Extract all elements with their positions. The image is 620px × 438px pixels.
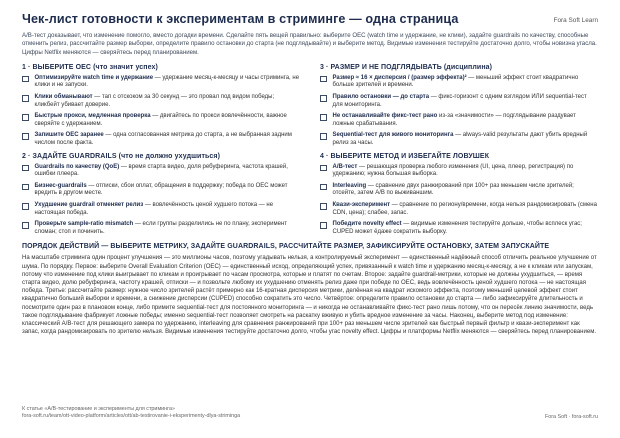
checkbox[interactable] [320, 184, 327, 191]
item-text [333, 113, 599, 128]
item-title: Клики обманывают [34, 94, 93, 101]
checklist-item [320, 132, 598, 147]
item-title: Размер ≈ 16 × дисперсия / (размер эффекта)² [332, 74, 467, 81]
item-text [35, 113, 301, 128]
footer-article-url[interactable]: fora-soft.ru/team/ott-video-platform/articles/ott/ab-testirovanie-i-eksperimenty-dlya-strimingа [22, 413, 241, 420]
item-description: — видимые изменения тестируйте дольше, чтобы всплеск угас; CUPED может ёдаже сократить выборку. [332, 221, 582, 235]
checklist-section [320, 153, 598, 237]
checkbox[interactable] [22, 222, 29, 229]
item-text [35, 221, 301, 236]
section-heading: 2 · ЗАДАЙТЕ GUARDRAILS (что не должно ухудшиться) [22, 152, 221, 160]
checklist-section [320, 64, 598, 148]
checklist-item [22, 221, 300, 236]
item-text [333, 221, 599, 236]
checklist-item [22, 94, 300, 109]
item-description: — сравнение двух ранжирований при 100+ раз меньшем числе зрителей; отсейте, затем A/B по выживаншим. [332, 182, 574, 197]
item-text [333, 75, 599, 90]
item-description: — отписки, сбои оплат, обращения в поддержку; победа по OEC может вредить в другом месте. [34, 182, 288, 197]
item-description: — двигайтесь по прокси вовлечённости, важное сверяйте с удержанием. [34, 113, 287, 127]
item-description: — сравнение по региону/времени, когда нельзя рандомизировать (смена CDN, цена); слабее, запас. [332, 202, 597, 216]
item-title: Запишите OEC заранее [34, 132, 104, 139]
section-heading: 3 · РАЗМЕР И НЕ ПОДГЛЯДЫВАТЬ (дисциплина) [320, 63, 493, 71]
checklist-item [320, 75, 598, 90]
checkbox[interactable] [320, 222, 327, 229]
item-text [35, 202, 301, 217]
checkbox[interactable] [22, 133, 29, 140]
checkbox[interactable] [320, 203, 327, 210]
checklist-page [22, 12, 598, 336]
checkbox[interactable] [320, 133, 327, 140]
section-heading: 1 · ВЫБЕРИТЕ OEC (что значит успех) [22, 63, 158, 71]
procedure-heading: ПОРЯДОК ДЕЙСТВИЙ — ВЫБЕРИТЕ МЕТРИКУ, ЗАДАЙТЕ GUARDRAILS, РАССЧИТАЙТЕ РАЗМЕР, ЗАФИКСИРУЙТЕ ОСТАНОВКУ, ЗАТЕМ ЗАПУСКАЙТЕ [22, 243, 550, 251]
checkbox[interactable] [320, 114, 327, 121]
checklist-item [320, 221, 598, 236]
item-title: Оптимизируйте watch time и удержание [34, 74, 154, 81]
checklist-columns [22, 64, 598, 242]
item-title: Interleaving [332, 182, 367, 189]
checklist-section [22, 153, 300, 237]
left-column [22, 64, 300, 242]
checklist-item [22, 164, 300, 179]
footer-article-ref: К статье «A/B-тестирование и эксперименты для стриминга» [22, 406, 175, 412]
page-header [22, 12, 598, 26]
item-description: — тап с отскоком за 30 секунд — это провал под видом победы; кликбейт убивает доверие. [34, 94, 275, 108]
checkbox[interactable] [22, 184, 29, 191]
checkbox[interactable] [320, 95, 327, 102]
item-text [333, 164, 599, 179]
checkbox[interactable] [22, 203, 29, 210]
procedure-paragraph: На масштабе стриминга один процент улучшения — это миллионы часов, поэтому угадывать нельзя, а контролируемый эксперимент — единственный надёжный способ отличить реальное улучшение от шума. По порядку. Первое: выберите Overall Evaluation Criterion (OEC) — единственный исход, определяющий успех, привязанный к watch time и удержанию месяц-к-месяцу, а не к кликам или запускам, потому что изменение под клики выигрывает по кликам и проигрывает по часам просмотра, которые и платят по счетам. Второе: задайте guardrail-метрики, которые не должны ухудшиться, — время старта видео, долю ребуферинга, частоту крашей, отписки — и позвольте любому их ухудшению отменять релиз даже при победе по OEC, ведь вовлечённость ценой худшего потока — не настоящая победа. Третье: рассчитайте размер: нужное число зрителей растёт примерно как 16-кратная дисперсия метрики, делённая на квадрат искомого эффекта, поэтому меньший целевой эффект стоит квадратично больший выборки и времени, а снижение дисперсии (CUPED) способно сократить это число. Четвёртое: определите правило остановки до старта — либо зафиксируйте длительность и посмотрите один раз в плановом конце, либо примите sequential-тест для постоянного мониторинга — и никогда не останавливайте фикс-тест рано лишь потому, что он пересёк линию значимости, ведь такое подглядывание фабрикует ложные победы; именно sequential-тест позволяет смотреть на раскатку вживую и убить вредное изменение за часы. Наконец, выберите метод под изменение: классический A/B-тест для решающего замера по удержанию, interleaving для сравнения ранжирований при 100+ раз меньшем числе зрителей как быстрый первый фильтр и квази-эксперимент как запас, когда рандомизировать по зрителю нельзя. Видимые изменения тестируйте достаточно долго, чтобы угас novelty effect. Цифры и платформы Netflix меняются — сверяйтесь перед планированием. [22, 255, 597, 336]
checklist-item [320, 113, 598, 128]
checklist-item [22, 202, 300, 217]
item-title: Guardrails по качеству (QoE) [34, 163, 120, 170]
intro-paragraph: A/B-тест доказывает, что изменение помогло, вместо догадки времени. Сделайте пять вещей правильно: выберите OEC (watch time и удержание, не клики), задайте guardrails по качеству, способные отменить релиз, рассчитайте размер выборки, определите правило остановки до старта (не подглядывайте) и выберите метод. Видимые изменения тестируйте достаточно долго, чтобы новизна угасла. Цифры Netflix меняются — сверяйтесь перед планированием. [22, 32, 597, 56]
checkbox[interactable] [320, 165, 327, 172]
item-description: — меньший эффект стоит квадратично больше зрителей и времени. [332, 74, 579, 89]
checklist-item [320, 183, 598, 198]
item-title: Бизнес-guardrails [34, 182, 87, 189]
item-title: Быстрые прокси, медленная проверка [34, 113, 151, 120]
item-title: A/B-тест [332, 163, 358, 170]
brand-label: Fora Soft Learn [553, 17, 598, 24]
checklist-item [22, 132, 300, 147]
checkbox[interactable] [22, 114, 29, 121]
footer-brand: Fora Soft · fora-soft.ru [544, 414, 598, 421]
item-text [333, 183, 599, 198]
checkbox[interactable] [22, 76, 29, 83]
checkbox[interactable] [320, 76, 327, 83]
checklist-item [320, 164, 598, 179]
item-description: — вовлечённость ценой худшего потока — не настоящая победа. [34, 202, 274, 216]
item-text [35, 94, 301, 109]
checkbox[interactable] [22, 165, 29, 172]
item-title: Проверьте sample-ratio mismatch [34, 221, 134, 228]
item-title: Правило остановки — до старта [332, 94, 430, 101]
item-text [35, 75, 301, 90]
item-title: Не останавливайте фикс-тест рано [332, 113, 438, 120]
item-text [333, 132, 599, 147]
page-title: Чек-лист готовности к экспериментам в стриминге — одна страница [22, 12, 459, 26]
item-description: — фикс-горизонт с одним взглядом ИЛИ sequential-тест для мониторинга. [332, 94, 587, 108]
item-text [35, 183, 301, 198]
item-description: — время старта видео, доля ребуферинга, частота крашей, ошибки плеера. [34, 163, 288, 178]
checklist-item [22, 183, 300, 198]
item-title: Победите novelty effect [332, 221, 402, 228]
checklist-section [22, 64, 300, 148]
checklist-item [320, 202, 598, 217]
item-title: Sequential-тест для живого мониторинга [332, 132, 454, 139]
item-text [35, 132, 301, 147]
checklist-item [22, 75, 300, 90]
item-description: — always-valid результаты дают убить вредный релиз за часы. [332, 132, 588, 147]
section-heading: 4 · ВЫБЕРИТЕ МЕТОД И ИЗБЕГАЙТЕ ЛОВУШЕК [320, 152, 490, 160]
item-description: — одна согласованная метрика до старта, а не выбранная задним числом после факта. [34, 132, 292, 147]
item-title: Ухудшение guardrail отменяет релиз [34, 202, 144, 209]
right-column [320, 64, 598, 242]
footer-source [22, 406, 240, 420]
checklist-item [22, 113, 300, 128]
item-description: — если группы разделились не по плану, эксперимент сломан; стоп и починить. [34, 221, 287, 235]
item-description: из-за «значимости» — подглядывание раздувает ложные срабатывания. [332, 113, 576, 127]
checklist-item [320, 94, 598, 109]
checkbox[interactable] [22, 95, 29, 102]
item-text [333, 202, 599, 217]
item-description: — удержание месяц-к-месяцу и часы стриминга, не клики и не запуски. [34, 74, 300, 89]
item-text [333, 94, 599, 109]
item-text [35, 164, 301, 179]
item-title: Квази-эксперимент [332, 202, 391, 209]
item-description: — решающая проверка любого изменения (UI, цена, плеер, регистрация) по удержанию; нужна большая выборка. [332, 163, 574, 178]
page-footer [22, 406, 598, 420]
